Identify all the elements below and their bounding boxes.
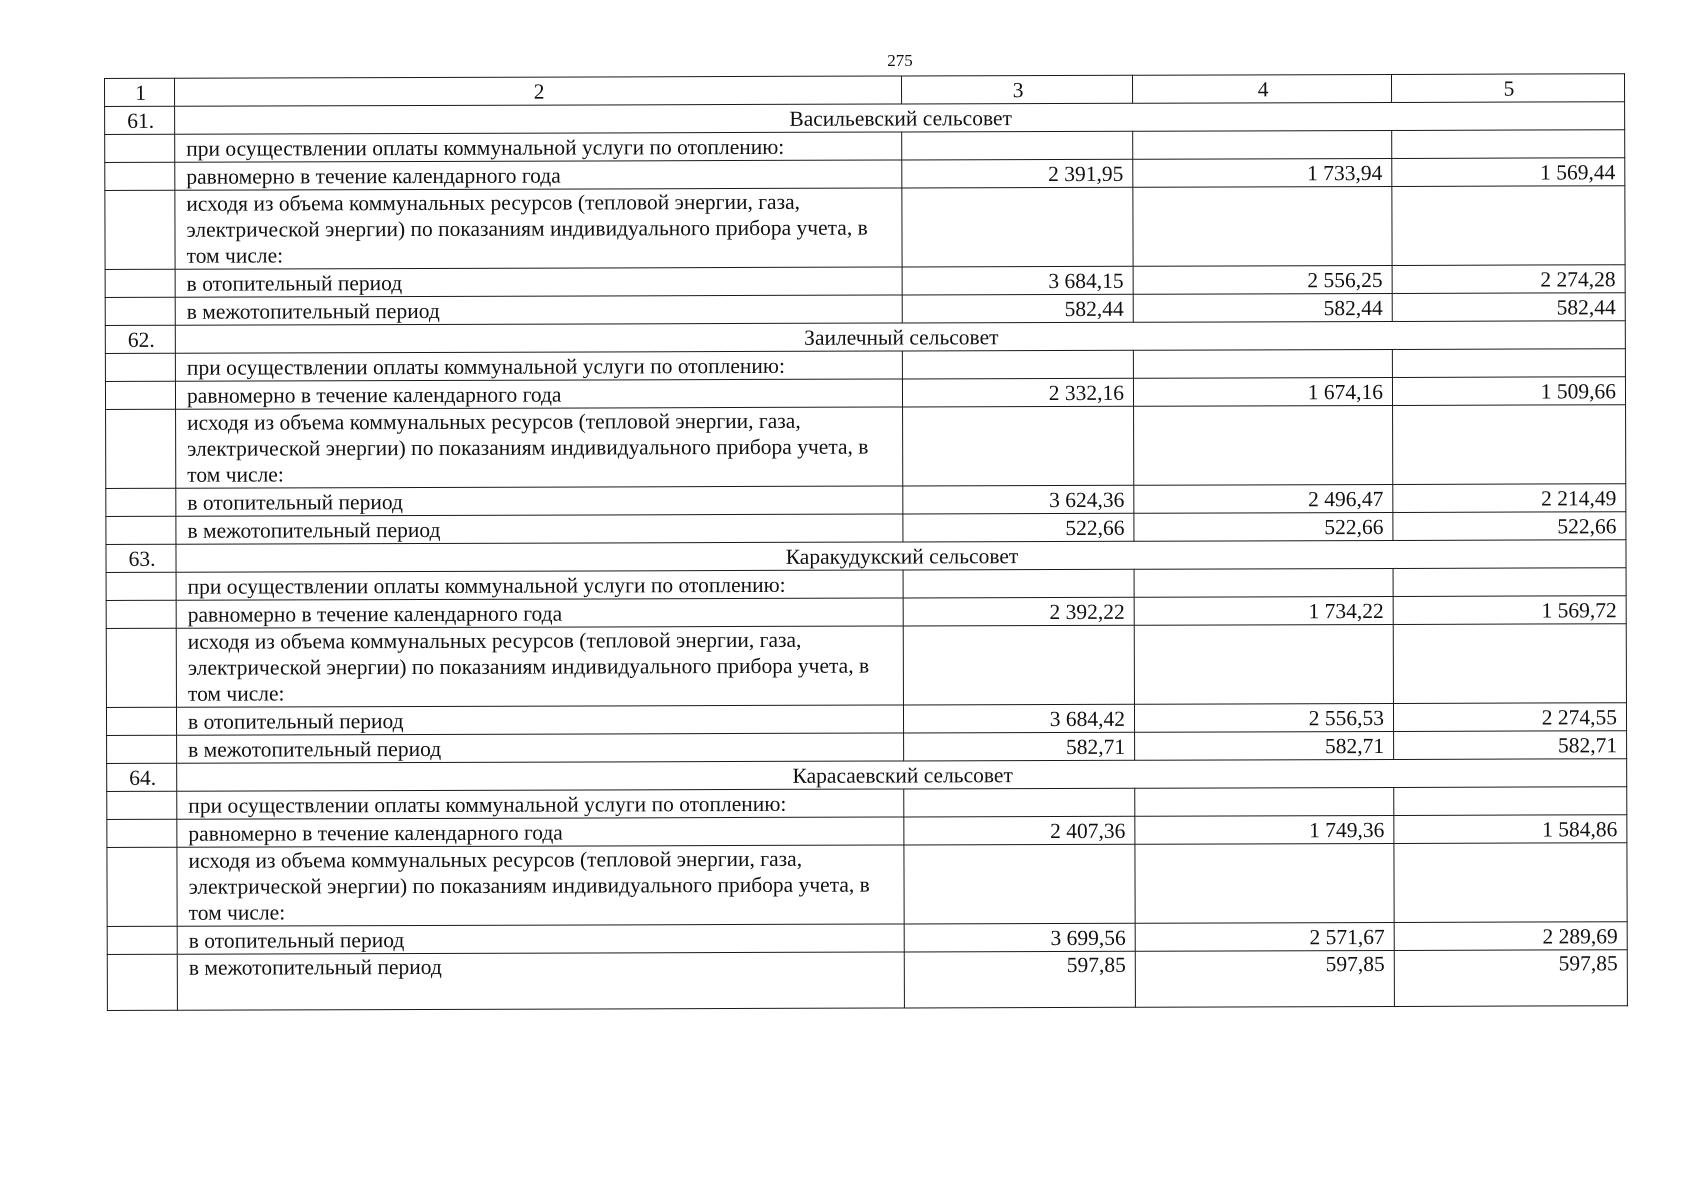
value-cell-col4: 522,66 bbox=[1134, 512, 1393, 541]
row-number-cell bbox=[106, 409, 176, 488]
value-cell-col3: 2 391,95 bbox=[902, 159, 1133, 188]
column-header-1: 1 bbox=[105, 78, 175, 106]
section-number: 61. bbox=[105, 106, 175, 134]
value-cell-col4: 1 734,22 bbox=[1134, 596, 1393, 625]
value-cell-col5 bbox=[1392, 349, 1625, 378]
value-cell-col5 bbox=[1393, 405, 1626, 485]
section-number: 64. bbox=[107, 763, 177, 791]
value-cell-col3 bbox=[904, 788, 1135, 817]
section-name: Заилечный сельсовет bbox=[175, 321, 1625, 354]
row-label: исходя из объема коммунальных ресурсов (тепловой энергии, газа, электрической энергии) по показаниям индивидуального прибора учета, в том числе: bbox=[175, 188, 902, 269]
value-cell-col5: 2 289,69 bbox=[1394, 922, 1627, 951]
row-label: при осуществлении оплаты коммунальной услуги по отоплению: bbox=[175, 132, 902, 162]
table-row bbox=[105, 186, 1625, 270]
table-row bbox=[107, 843, 1627, 927]
value-cell-col4 bbox=[1134, 624, 1393, 704]
row-number-cell bbox=[107, 847, 177, 926]
row-label: равномерно в течение календарного года bbox=[175, 379, 902, 409]
value-cell-col3: 3 684,15 bbox=[902, 266, 1133, 295]
value-cell-col5: 1 569,72 bbox=[1393, 596, 1626, 625]
value-cell-col5 bbox=[1393, 568, 1626, 597]
row-label: в межотопительный период bbox=[177, 952, 904, 1010]
value-cell-col3: 3 624,36 bbox=[903, 485, 1134, 514]
value-cell-col5 bbox=[1392, 186, 1625, 266]
value-cell-col4: 2 556,25 bbox=[1133, 265, 1392, 294]
value-cell-col4 bbox=[1135, 787, 1394, 816]
row-number-cell bbox=[106, 628, 176, 707]
row-label: исходя из объема коммунальных ресурсов (тепловой энергии, газа, электрической энергии) по показаниям индивидуального прибора учета, в том числе: bbox=[176, 626, 903, 707]
section-number: 63. bbox=[106, 544, 176, 572]
row-number-cell bbox=[106, 600, 176, 628]
value-cell-col4: 582,44 bbox=[1133, 293, 1392, 322]
section-name: Каракудукский сельсовет bbox=[176, 540, 1626, 573]
value-cell-col3 bbox=[903, 569, 1134, 598]
column-header-2: 2 bbox=[175, 76, 902, 106]
value-cell-col5: 582,71 bbox=[1394, 731, 1627, 760]
row-number-cell bbox=[105, 190, 175, 269]
value-cell-col3 bbox=[902, 187, 1133, 267]
value-cell-col4: 2 496,47 bbox=[1134, 484, 1393, 513]
row-number-cell bbox=[105, 297, 175, 325]
section-number: 62. bbox=[105, 325, 175, 353]
row-number-cell bbox=[105, 353, 175, 381]
row-label: в отопительный период bbox=[176, 705, 903, 735]
value-cell-col4 bbox=[1134, 405, 1393, 485]
value-cell-col3 bbox=[903, 625, 1134, 705]
row-label: в межотопительный период bbox=[176, 514, 903, 544]
row-label: исходя из объема коммунальных ресурсов (тепловой энергии, газа, электрической энергии) по показаниям индивидуального прибора учета, в том числе: bbox=[176, 407, 903, 488]
section-name: Васильевский сельсовет bbox=[175, 102, 1625, 135]
value-cell-col5: 1 509,66 bbox=[1392, 377, 1625, 406]
row-number-cell bbox=[106, 572, 176, 600]
row-number-cell bbox=[107, 791, 177, 819]
value-cell-col4: 2 556,53 bbox=[1134, 703, 1393, 732]
column-header-4: 4 bbox=[1132, 74, 1391, 103]
value-cell-col5: 582,44 bbox=[1392, 293, 1625, 322]
value-cell-col5: 1 584,86 bbox=[1394, 815, 1627, 844]
value-cell-col3: 2 392,22 bbox=[903, 597, 1134, 626]
value-cell-col3: 597,85 bbox=[904, 951, 1135, 1008]
value-cell-col5: 597,85 bbox=[1394, 950, 1627, 1007]
row-number-cell bbox=[106, 488, 176, 516]
value-cell-col5: 522,66 bbox=[1393, 512, 1626, 541]
value-cell-col3 bbox=[902, 350, 1133, 379]
row-number-cell bbox=[105, 381, 175, 409]
page-number: 275 bbox=[887, 51, 913, 70]
value-cell-col5: 2 214,49 bbox=[1393, 484, 1626, 513]
value-cell-col5: 2 274,28 bbox=[1392, 265, 1625, 294]
table-body bbox=[105, 74, 1628, 1011]
value-cell-col5: 1 569,44 bbox=[1392, 158, 1625, 187]
value-cell-col3 bbox=[904, 844, 1135, 924]
row-label: в отопительный период bbox=[177, 924, 904, 954]
value-cell-col5 bbox=[1394, 787, 1627, 816]
value-cell-col3 bbox=[903, 406, 1134, 486]
row-number-cell bbox=[107, 954, 177, 1010]
row-label: равномерно в течение календарного года bbox=[175, 160, 902, 190]
value-cell-col4 bbox=[1133, 186, 1392, 266]
value-cell-col4 bbox=[1134, 568, 1393, 597]
value-cell-col4: 597,85 bbox=[1135, 950, 1394, 1007]
value-cell-col3: 3 699,56 bbox=[904, 923, 1135, 952]
row-number-cell bbox=[107, 819, 177, 847]
value-cell-col4: 582,71 bbox=[1135, 731, 1394, 760]
row-label: в межотопительный период bbox=[177, 733, 904, 763]
row-number-cell bbox=[105, 134, 175, 162]
row-number-cell bbox=[107, 735, 177, 763]
row-number-cell bbox=[107, 926, 177, 954]
value-cell-col3: 3 684,42 bbox=[903, 704, 1134, 733]
row-label: в отопительный период bbox=[175, 267, 902, 297]
value-cell-col4: 1 674,16 bbox=[1133, 377, 1392, 406]
value-cell-col3: 2 332,16 bbox=[902, 378, 1133, 407]
row-label: равномерно в течение календарного года bbox=[176, 598, 903, 628]
value-cell-col4 bbox=[1135, 843, 1394, 923]
row-label: при осуществлении оплаты коммунальной услуги по отоплению: bbox=[177, 789, 904, 819]
value-cell-col3: 582,44 bbox=[902, 294, 1133, 323]
value-cell-col4 bbox=[1133, 349, 1392, 378]
value-cell-col3: 2 407,36 bbox=[904, 816, 1135, 845]
value-cell-col4: 1 749,36 bbox=[1135, 815, 1394, 844]
value-cell-col5 bbox=[1392, 130, 1625, 159]
row-number-cell bbox=[105, 162, 175, 190]
row-label: в отопительный период bbox=[176, 486, 903, 516]
value-cell-col5 bbox=[1393, 624, 1626, 704]
value-cell-col5: 2 274,55 bbox=[1393, 703, 1626, 732]
tariff-table bbox=[104, 73, 1628, 1011]
row-label: при осуществлении оплаты коммунальной услуги по отоплению: bbox=[176, 570, 903, 600]
row-label: при осуществлении оплаты коммунальной услуги по отоплению: bbox=[175, 351, 902, 381]
table-row bbox=[107, 950, 1627, 1011]
value-cell-col3 bbox=[902, 131, 1133, 160]
value-cell-col4: 1 733,94 bbox=[1133, 158, 1392, 187]
section-name: Карасаевский сельсовет bbox=[177, 759, 1627, 792]
row-label: равномерно в течение календарного года bbox=[177, 817, 904, 847]
row-label: исходя из объема коммунальных ресурсов (тепловой энергии, газа, электрической энергии) по показаниям индивидуального прибора учета, в том числе: bbox=[177, 845, 904, 926]
value-cell-col5 bbox=[1394, 843, 1627, 923]
column-header-5: 5 bbox=[1391, 74, 1624, 103]
value-cell-col3: 582,71 bbox=[904, 732, 1135, 761]
row-number-cell bbox=[106, 707, 176, 735]
value-cell-col3: 522,66 bbox=[903, 513, 1134, 542]
table-row bbox=[106, 405, 1626, 489]
table-row bbox=[106, 624, 1626, 708]
row-number-cell bbox=[105, 269, 175, 297]
column-header-3: 3 bbox=[901, 75, 1132, 104]
row-number-cell bbox=[106, 516, 176, 544]
row-label: в межотопительный период bbox=[175, 295, 902, 325]
value-cell-col4 bbox=[1133, 130, 1392, 159]
value-cell-col4: 2 571,67 bbox=[1135, 922, 1394, 951]
